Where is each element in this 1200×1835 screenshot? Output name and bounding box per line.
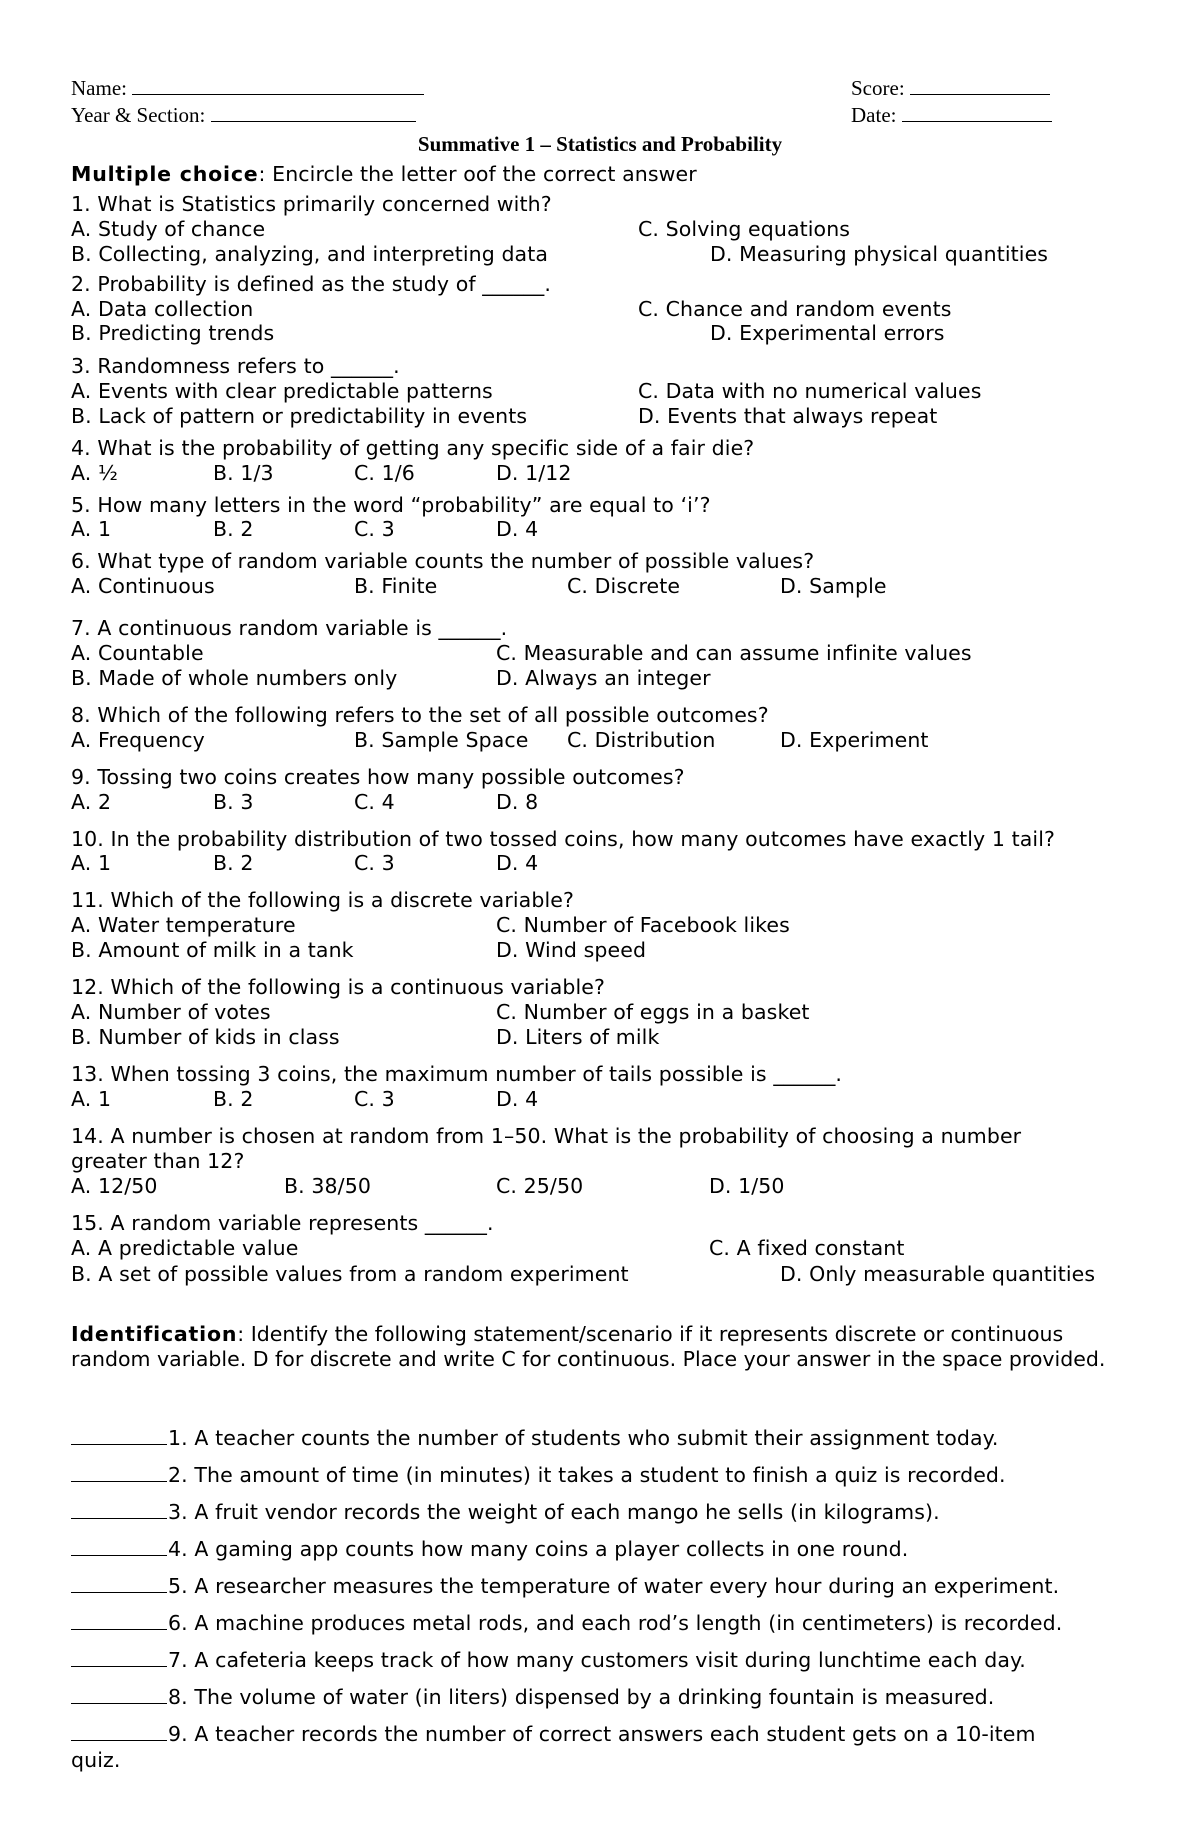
q4-option-c[interactable]: C. 1/6 (354, 461, 415, 485)
question-11: 11. Which of the following is a discrete variable? (71, 888, 574, 912)
question-2: 2. Probability is defined as the study of ______. (71, 272, 552, 296)
identification-instruction: : Identify the following statement/scenario if it represents discrete or continuous random variable. D for discrete and write C for continuous. Place your answer in the space provided. (71, 1322, 1106, 1371)
answer-blank-4[interactable] (71, 1537, 167, 1556)
question-14: 14. A number is chosen at random from 1–50. What is the probability of choosing a number (71, 1124, 1022, 1148)
identification-text-2: 2. The amount of time (in minutes) it takes a student to finish a quiz is recorded. (168, 1463, 1006, 1487)
q11-option-d[interactable]: D. Wind speed (496, 938, 647, 962)
q5-option-c[interactable]: C. 3 (354, 517, 395, 541)
identification-item-8 (71, 1685, 994, 1709)
question-3: 3. Randomness refers to ______. (71, 354, 400, 378)
q7-option-b[interactable]: B. Made of whole numbers only (71, 666, 398, 690)
question-14-continued: greater than 12? (71, 1149, 245, 1173)
answer-blank-8[interactable] (71, 1685, 167, 1704)
identification-item-1 (71, 1426, 999, 1450)
q14-option-d[interactable]: D. 1/50 (709, 1174, 785, 1198)
identification-text-8: 8. The volume of water (in liters) dispensed by a drinking fountain is measured. (168, 1685, 995, 1709)
q2-option-a[interactable]: A. Data collection (71, 297, 254, 321)
question-1: 1. What is Statistics primarily concerned with? (71, 192, 552, 216)
q15-option-d[interactable]: D. Only measurable quantities (780, 1262, 1096, 1286)
q3-option-c[interactable]: C. Data with no numerical values (638, 379, 982, 403)
name-label: Name: (71, 76, 127, 100)
q14-option-a[interactable]: A. 12/50 (71, 1174, 158, 1198)
q9-option-b[interactable]: B. 3 (213, 790, 254, 814)
answer-blank-3[interactable] (71, 1500, 167, 1519)
identification-item-3 (71, 1500, 940, 1524)
q15-option-a[interactable]: A. A predictable value (71, 1236, 299, 1260)
date-blank[interactable] (902, 101, 1052, 122)
q1-option-a[interactable]: A. Study of chance (71, 217, 266, 241)
identification-text-6: 6. A machine produces metal rods, and each rod’s length (in centimeters) is recorded. (168, 1611, 1063, 1635)
question-15: 15. A random variable represents ______. (71, 1211, 494, 1235)
q2-option-d[interactable]: D. Experimental errors (710, 321, 945, 345)
identification-instructions (71, 1322, 1141, 1372)
question-6: 6. What type of random variable counts the number of possible values? (71, 549, 815, 573)
q6-option-c[interactable]: C. Discrete (567, 574, 681, 598)
q6-option-a[interactable]: A. Continuous (71, 574, 215, 598)
identification-item-5 (71, 1574, 1059, 1598)
year-section-label: Year & Section: (71, 103, 206, 127)
answer-blank-9[interactable] (71, 1722, 167, 1741)
identification-item-7 (71, 1648, 1026, 1672)
question-12: 12. Which of the following is a continuous variable? (71, 975, 605, 999)
question-10: 10. In the probability distribution of two tossed coins, how many outcomes have exactly 1 tail? (71, 827, 1055, 851)
q13-option-c[interactable]: C. 3 (354, 1087, 395, 1111)
q12-option-b[interactable]: B. Number of kids in class (71, 1025, 340, 1049)
date-field (851, 101, 1052, 128)
answer-blank-2[interactable] (71, 1463, 167, 1482)
identification-text-7: 7. A cafeteria keeps track of how many customers visit during lunchtime each day. (168, 1648, 1026, 1672)
q8-option-b[interactable]: B. Sample Space (354, 728, 529, 752)
q3-option-a[interactable]: A. Events with clear predictable patterns (71, 379, 493, 403)
q12-option-c[interactable]: C. Number of eggs in a basket (496, 1000, 810, 1024)
q5-option-d[interactable]: D. 4 (496, 517, 539, 541)
identification-text-1: 1. A teacher counts the number of students who submit their assignment today. (168, 1426, 999, 1450)
q8-option-c[interactable]: C. Distribution (567, 728, 716, 752)
identification-text-5: 5. A researcher measures the temperature of water every hour during an experiment. (168, 1574, 1060, 1598)
question-4: 4. What is the probability of getting any specific side of a fair die? (71, 436, 755, 460)
identification-item-9 (71, 1722, 1036, 1746)
q3-option-d[interactable]: D. Events that always repeat (638, 404, 938, 428)
identification-text-4: 4. A gaming app counts how many coins a player collects in one round. (168, 1537, 909, 1561)
q10-option-c[interactable]: C. 3 (354, 851, 395, 875)
q1-option-c[interactable]: C. Solving equations (638, 217, 851, 241)
name-blank[interactable] (132, 74, 424, 95)
question-9: 9. Tossing two coins creates how many possible outcomes? (71, 765, 685, 789)
q12-option-d[interactable]: D. Liters of milk (496, 1025, 660, 1049)
q15-option-c[interactable]: C. A fixed constant (709, 1236, 905, 1260)
identification-item-6 (71, 1611, 1062, 1635)
q4-option-a[interactable]: A. ½ (71, 461, 118, 485)
q8-option-d[interactable]: D. Experiment (780, 728, 929, 752)
question-7: 7. A continuous random variable is ______. (71, 616, 508, 640)
q8-option-a[interactable]: A. Frequency (71, 728, 205, 752)
q10-option-b[interactable]: B. 2 (213, 851, 254, 875)
answer-blank-1[interactable] (71, 1426, 167, 1445)
multiple-choice-instruction: : Encircle the letter oof the correct answer (258, 162, 697, 186)
q10-option-d[interactable]: D. 4 (496, 851, 539, 875)
identification-item-9-continued: quiz. (71, 1748, 121, 1772)
multiple-choice-heading (71, 162, 697, 186)
answer-blank-5[interactable] (71, 1574, 167, 1593)
identification-label: Identification (71, 1322, 238, 1346)
q1-option-b[interactable]: B. Collecting, analyzing, and interpreting data (71, 242, 549, 266)
q9-option-a[interactable]: A. 2 (71, 790, 112, 814)
date-label: Date: (851, 103, 897, 127)
q7-option-a[interactable]: A. Countable (71, 641, 204, 665)
identification-item-2 (71, 1463, 1006, 1487)
name-field (71, 74, 424, 101)
q6-option-d[interactable]: D. Sample (780, 574, 887, 598)
q5-option-b[interactable]: B. 2 (213, 517, 254, 541)
question-8: 8. Which of the following refers to the set of all possible outcomes? (71, 703, 769, 727)
q7-option-c[interactable]: C. Measurable and can assume infinite values (496, 641, 972, 665)
q11-option-b[interactable]: B. Amount of milk in a tank (71, 938, 354, 962)
q4-option-b[interactable]: B. 1/3 (213, 461, 274, 485)
page-title: Summative 1 – Statistics and Probability (417, 132, 783, 156)
q9-option-c[interactable]: C. 4 (354, 790, 395, 814)
q5-option-a[interactable]: A. 1 (71, 517, 112, 541)
q11-option-c[interactable]: C. Number of Facebook likes (496, 913, 790, 937)
q9-option-d[interactable]: D. 8 (496, 790, 539, 814)
q13-option-d[interactable]: D. 4 (496, 1087, 539, 1111)
q12-option-a[interactable]: A. Number of votes (71, 1000, 271, 1024)
score-label: Score: (851, 76, 905, 100)
question-5: 5. How many letters in the word “probability” are equal to ‘i’? (71, 493, 711, 517)
identification-text-3: 3. A fruit vendor records the weight of each mango he sells (in kilograms). (168, 1500, 940, 1524)
q13-option-a[interactable]: A. 1 (71, 1087, 112, 1111)
answer-blank-6[interactable] (71, 1611, 167, 1630)
q15-option-b[interactable]: B. A set of possible values from a random experiment (71, 1262, 629, 1286)
q7-option-d[interactable]: D. Always an integer (496, 666, 711, 690)
q2-option-c[interactable]: C. Chance and random events (638, 297, 952, 321)
q14-option-b[interactable]: B. 38/50 (284, 1174, 371, 1198)
question-13: 13. When tossing 3 coins, the maximum number of tails possible is ______. (71, 1062, 843, 1086)
identification-text-9: 9. A teacher records the number of correct answers each student gets on a 10-item (168, 1722, 1036, 1746)
q1-option-d[interactable]: D. Measuring physical quantities (710, 242, 1049, 266)
q4-option-d[interactable]: D. 1/12 (496, 461, 572, 485)
q10-option-a[interactable]: A. 1 (71, 851, 112, 875)
q2-option-b[interactable]: B. Predicting trends (71, 321, 275, 345)
score-blank[interactable] (910, 74, 1050, 95)
q3-option-b[interactable]: B. Lack of pattern or predictability in events (71, 404, 528, 428)
year-section-field (71, 101, 416, 128)
q6-option-b[interactable]: B. Finite (354, 574, 438, 598)
score-field (851, 74, 1050, 101)
identification-item-4 (71, 1537, 908, 1561)
answer-blank-7[interactable] (71, 1648, 167, 1667)
q14-option-c[interactable]: C. 25/50 (496, 1174, 584, 1198)
year-section-blank[interactable] (211, 101, 416, 122)
multiple-choice-label: Multiple choice (71, 162, 259, 186)
q13-option-b[interactable]: B. 2 (213, 1087, 254, 1111)
q11-option-a[interactable]: A. Water temperature (71, 913, 296, 937)
